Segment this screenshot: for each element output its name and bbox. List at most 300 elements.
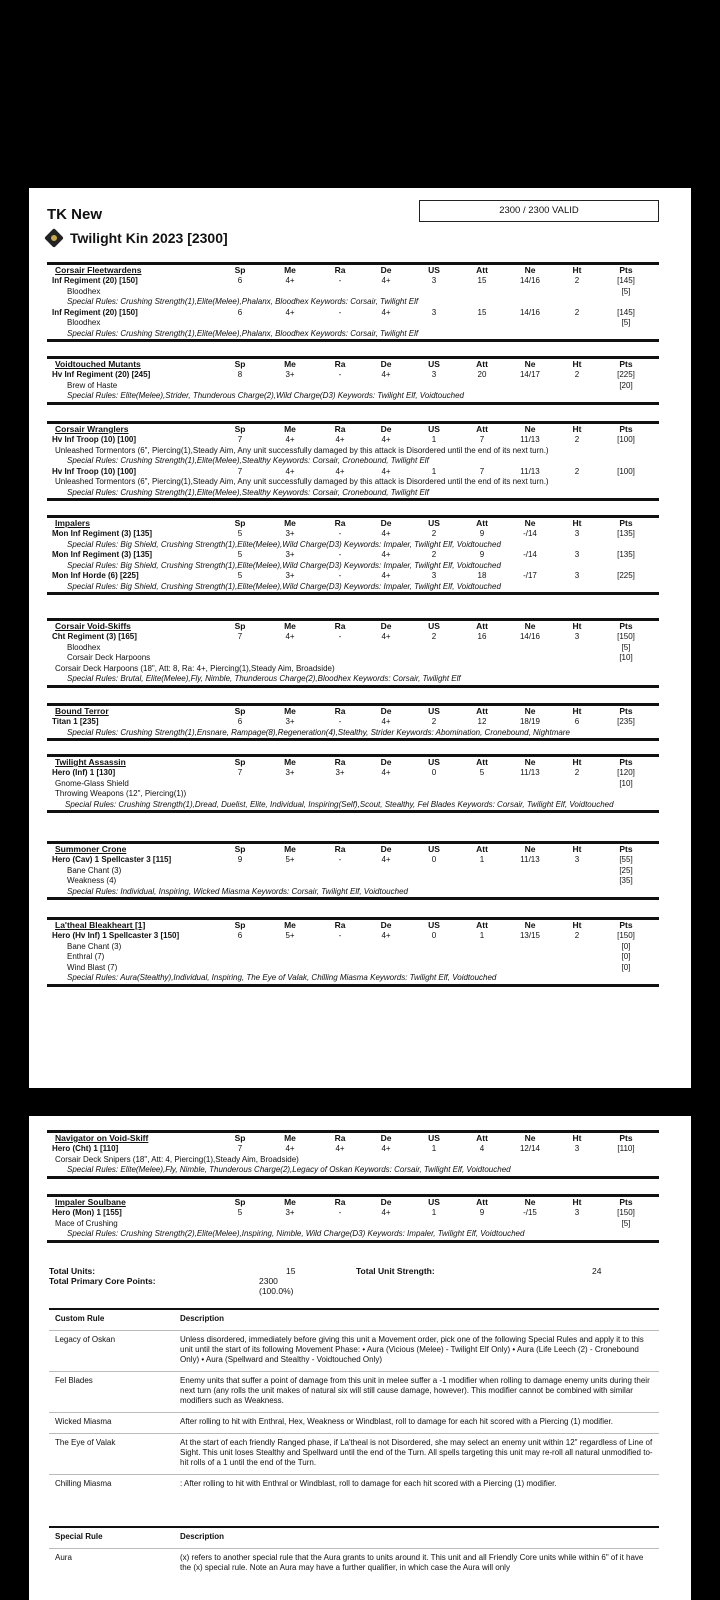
stat-header-de: De bbox=[380, 359, 392, 369]
special-rules-row bbox=[47, 329, 659, 340]
stat-value-de: 4+ bbox=[381, 855, 391, 864]
stat-header-ra: Ra bbox=[334, 265, 346, 275]
unit-stat-row bbox=[47, 550, 659, 561]
stat-value-sp: 6 bbox=[237, 717, 243, 726]
upgrade-name: Bloodhex bbox=[67, 286, 101, 296]
stat-value-ra: - bbox=[338, 717, 342, 726]
stat-header-pts: Pts bbox=[619, 1197, 633, 1207]
special-rules-text: Special Rules: Crushing Strength(1),Elite(Melee),Phalanx, Bloodhex Keywords: Corsair, Twilight Elf bbox=[67, 328, 419, 338]
unit-stat-row bbox=[47, 1144, 659, 1155]
unit-stat-row bbox=[47, 370, 659, 381]
rules-col-desc: Description bbox=[174, 1309, 659, 1331]
upgrade-name: Mace of Crushing bbox=[55, 1218, 118, 1228]
stat-header-pts: Pts bbox=[619, 621, 633, 631]
upgrade-name: Weakness (4) bbox=[67, 876, 117, 885]
stat-value-ht: 2 bbox=[574, 768, 580, 777]
stat-value-me: 3+ bbox=[285, 768, 295, 777]
unit-type-label: Mon Inf Regiment (3) [135] bbox=[52, 550, 153, 559]
stat-value-us: 2 bbox=[431, 717, 437, 726]
rule-name: Legacy of Oskan bbox=[49, 1331, 174, 1372]
stat-value-ra: - bbox=[338, 931, 342, 940]
stat-header-ht: Ht bbox=[572, 518, 582, 528]
primary-core-value: 2300 (100.0%) bbox=[259, 1276, 294, 1296]
stat-value-ra: - bbox=[338, 307, 342, 317]
unit-stat-row bbox=[47, 855, 659, 866]
rules-col-name: Special Rule bbox=[49, 1527, 174, 1549]
stat-value-att: 18 bbox=[477, 571, 487, 580]
stat-header-me: Me bbox=[284, 706, 296, 716]
stat-header-pts: Pts bbox=[619, 706, 633, 716]
special-rules-text: Special Rules: Big Shield, Crushing Strength(1),Elite(Melee),Wild Charge(D3) Keywords: Impaler, Twilight Elf, Voidtouched bbox=[67, 560, 501, 570]
stat-value-ne: -/17 bbox=[523, 571, 537, 580]
stat-value-ht: 3 bbox=[574, 1208, 580, 1217]
stat-header-ht: Ht bbox=[572, 621, 582, 631]
unit-header-row bbox=[47, 844, 659, 855]
upgrade-row bbox=[47, 866, 659, 877]
stat-value-us: 2 bbox=[431, 632, 437, 641]
upgrade-points: [20] bbox=[619, 380, 633, 390]
unit-header-row bbox=[47, 621, 659, 632]
stat-header-ht: Ht bbox=[572, 920, 582, 930]
stat-value-me: 3+ bbox=[285, 717, 295, 726]
stat-header-me: Me bbox=[284, 920, 296, 930]
stat-value-de: 4+ bbox=[381, 717, 391, 726]
weapon-note-row bbox=[47, 1155, 659, 1166]
stat-value-de: 4+ bbox=[381, 632, 391, 641]
stat-value-me: 5+ bbox=[285, 931, 295, 940]
stat-value-sp: 6 bbox=[237, 276, 243, 285]
unit-block bbox=[47, 421, 659, 501]
stat-header-us: US bbox=[428, 1197, 440, 1207]
special-rules-row bbox=[47, 973, 659, 984]
stat-value-ht: 3 bbox=[574, 632, 580, 641]
stat-value-sp: 7 bbox=[237, 435, 243, 444]
stat-value-de: 4+ bbox=[381, 435, 391, 444]
stat-value-ne: 12/14 bbox=[519, 1144, 541, 1153]
upgrade-points: [5] bbox=[621, 1218, 631, 1228]
special-rules-text: Special Rules: Elite(Melee),Fly, Nimble, Thunderous Charge(2),Legacy of Oskan Keywords: Corsair, Twilight Elf, Voidtouched bbox=[67, 1165, 511, 1174]
stat-value-ne: -/14 bbox=[523, 550, 537, 559]
stat-header-us: US bbox=[428, 757, 440, 767]
stat-header-ra: Ra bbox=[334, 706, 346, 716]
stat-header-ht: Ht bbox=[572, 424, 582, 434]
stat-value-ht: 2 bbox=[574, 307, 580, 317]
stat-header-sp: Sp bbox=[234, 359, 246, 369]
stat-header-att: Att bbox=[476, 359, 488, 369]
stat-header-sp: Sp bbox=[234, 1133, 246, 1143]
unit-header-row bbox=[47, 1133, 659, 1144]
stat-value-de: 4+ bbox=[381, 276, 391, 285]
stat-value-pts: [150] bbox=[617, 632, 635, 641]
rule-description: (x) refers to another special rule that the Aura grants to units around it. This unit and all Friendly Core units while within 6" of it have the (x) special rule. Note an Aura may have a further qualifier, in which case the Aura will only bbox=[174, 1549, 659, 1580]
stat-value-me: 3+ bbox=[285, 529, 295, 538]
stat-value-us: 3 bbox=[431, 370, 437, 379]
stat-header-me: Me bbox=[284, 844, 296, 854]
special-rules-text: Special Rules: Big Shield, Crushing Strength(1),Elite(Melee),Wild Charge(D3) Keywords: Impaler, Twilight Elf, Voidtouched bbox=[67, 581, 501, 591]
unit-block bbox=[47, 841, 659, 900]
stat-value-ne: -/14 bbox=[523, 529, 537, 538]
special-rules-text: Special Rules: Elite(Melee),Strider, Thunderous Charge(2),Wild Charge(D3) Keywords: Twilight Elf, Voidtouched bbox=[67, 391, 464, 400]
stat-value-sp: 5 bbox=[237, 1208, 243, 1217]
upgrade-points: [5] bbox=[621, 642, 631, 652]
rule-description: : After rolling to hit with Enthral or Windblast, roll to damage for each hit scored with a Piercing (1) modifier. bbox=[174, 1475, 659, 1496]
stat-header-me: Me bbox=[284, 265, 296, 275]
unit-type-label: Inf Regiment (20) [150] bbox=[52, 276, 138, 285]
stat-value-ht: 2 bbox=[574, 370, 580, 379]
special-rules-text: Special Rules: Aura(Stealthy),Individual, Inspiring, The Eye of Valak, Chilling Miasma Keywords: Twilight Elf, Voidtouched bbox=[67, 973, 497, 982]
stat-header-ht: Ht bbox=[572, 757, 582, 767]
stat-value-att: 4 bbox=[479, 1144, 485, 1153]
stat-header-ht: Ht bbox=[572, 1133, 582, 1143]
upgrade-name: Bane Chant (3) bbox=[67, 865, 122, 875]
stat-header-de: De bbox=[380, 1133, 392, 1143]
stat-value-us: 2 bbox=[431, 550, 437, 559]
rules-table-row bbox=[49, 1475, 659, 1496]
stat-header-sp: Sp bbox=[234, 844, 246, 854]
stat-value-pts: [150] bbox=[617, 931, 635, 940]
roster-page-1 bbox=[29, 188, 691, 1088]
stat-header-de: De bbox=[380, 1197, 392, 1207]
points-status-box: 2300 / 2300 VALID bbox=[419, 200, 659, 222]
unit-stat-row bbox=[47, 529, 659, 540]
stat-header-ne: Ne bbox=[524, 518, 536, 528]
unit-name: Voidtouched Mutants bbox=[55, 359, 141, 369]
stat-header-de: De bbox=[380, 518, 392, 528]
unit-header-row bbox=[47, 359, 659, 370]
weapon-note: Unleashed Tormentors (6", Piercing(1),Steady Aim, Any unit successfully damaged by this attack is Disordered until the end of its next turn.) bbox=[55, 477, 549, 486]
upgrade-name: Brew of Haste bbox=[67, 380, 118, 390]
stat-header-me: Me bbox=[284, 424, 296, 434]
stat-header-de: De bbox=[380, 706, 392, 716]
stat-header-ne: Ne bbox=[524, 621, 536, 631]
stat-header-de: De bbox=[380, 621, 392, 631]
special-rules-text: Special Rules: Crushing Strength(1),Ensnare, Rampage(8),Regeneration(4),Stealthy, Strider Keywords: Abomination, Cronebound, Nightmare bbox=[67, 727, 570, 737]
stat-value-ne: 14/16 bbox=[519, 632, 541, 641]
stat-header-sp: Sp bbox=[234, 706, 246, 716]
stat-header-att: Att bbox=[476, 920, 488, 930]
stat-header-pts: Pts bbox=[619, 424, 633, 434]
stat-header-sp: Sp bbox=[234, 424, 246, 434]
unit-stat-row bbox=[47, 632, 659, 643]
stat-value-pts: [135] bbox=[617, 550, 635, 559]
rules-table-row bbox=[49, 1331, 659, 1372]
stat-value-me: 3+ bbox=[285, 550, 295, 559]
stat-value-att: 1 bbox=[479, 855, 485, 864]
stat-header-ht: Ht bbox=[572, 844, 582, 854]
stat-value-sp: 7 bbox=[237, 768, 243, 777]
upgrade-row bbox=[47, 779, 659, 790]
stat-header-ne: Ne bbox=[524, 359, 536, 369]
stat-value-me: 4+ bbox=[285, 307, 295, 317]
stat-header-att: Att bbox=[476, 621, 488, 631]
stat-value-ra: - bbox=[338, 529, 342, 538]
unit-block bbox=[47, 356, 659, 405]
stat-value-me: 4+ bbox=[285, 1144, 295, 1153]
upgrade-row bbox=[47, 643, 659, 654]
unit-type-label: Hero (Mon) 1 [155] bbox=[52, 1208, 122, 1217]
stat-header-ne: Ne bbox=[524, 920, 536, 930]
unit-stat-row bbox=[47, 1208, 659, 1219]
stat-header-me: Me bbox=[284, 1133, 296, 1143]
unit-header-row bbox=[47, 424, 659, 435]
stat-value-pts: [150] bbox=[617, 1208, 635, 1217]
rules-col-name: Custom Rule bbox=[49, 1309, 174, 1331]
rules-table-row bbox=[49, 1549, 659, 1580]
stat-value-ht: 2 bbox=[574, 435, 580, 444]
stat-header-ra: Ra bbox=[334, 518, 346, 528]
unit-stat-row bbox=[47, 768, 659, 779]
unit-type-label: Hero (Hv Inf) 1 Spellcaster 3 [150] bbox=[52, 931, 180, 940]
army-name: Twilight Kin 2023 [2300] bbox=[70, 230, 228, 246]
unit-header-row bbox=[47, 920, 659, 931]
stat-header-sp: Sp bbox=[234, 518, 246, 528]
rule-description: At the start of each friendly Ranged phase, if La'theal is not Disordered, she may select an enemy unit within 12" regardless of Line of Sight. This unit loses Stealthy and Spellward until the end of the Turn. All spells targeting this unit may re-roll all natural unmodified to-hit rolls of a 1 until the end of the Turn. bbox=[174, 1434, 659, 1475]
weapon-note: Unleashed Tormentors (6", Piercing(1),Steady Aim, Any unit successfully damaged by this attack is Disordered until the end of its next turn.) bbox=[55, 445, 549, 455]
unit-type-label: Titan 1 [235] bbox=[52, 717, 99, 726]
stat-value-ne: 11/13 bbox=[520, 768, 540, 777]
stat-header-sp: Sp bbox=[234, 1197, 246, 1207]
rules-col-desc: Description bbox=[174, 1527, 659, 1549]
unit-name: Summoner Crone bbox=[55, 844, 127, 854]
upgrade-name: Bloodhex bbox=[67, 642, 101, 652]
stat-value-sp: 9 bbox=[237, 855, 243, 864]
stat-value-att: 9 bbox=[479, 550, 485, 559]
stat-value-ht: 2 bbox=[574, 466, 580, 476]
upgrade-name: Bloodhex bbox=[67, 318, 101, 327]
rule-name: Aura bbox=[49, 1549, 174, 1580]
stat-header-ra: Ra bbox=[334, 359, 346, 369]
rules-table-row bbox=[49, 1413, 659, 1434]
stat-value-ra: - bbox=[338, 632, 342, 641]
stat-value-ht: 3 bbox=[574, 550, 580, 559]
upgrade-points: [0] bbox=[621, 962, 631, 972]
unit-stat-row bbox=[47, 276, 659, 287]
unit-stat-row bbox=[47, 467, 659, 478]
stat-header-pts: Pts bbox=[619, 518, 633, 528]
special-rules-text: Special Rules: Crushing Strength(1),Elite(Melee),Stealthy Keywords: Corsair, Cronebound, Twilight Elf bbox=[67, 487, 429, 497]
rule-description: After rolling to hit with Enthral, Hex, Weakness or Windblast, roll to damage for each hit scored with a Piercing (1) modifier. bbox=[174, 1413, 659, 1434]
stat-value-att: 1 bbox=[479, 931, 485, 940]
special-rules-row bbox=[47, 297, 659, 308]
stat-value-ht: 3 bbox=[574, 529, 580, 538]
stat-header-ra: Ra bbox=[334, 424, 346, 434]
stat-value-de: 4+ bbox=[381, 1208, 391, 1217]
stat-value-pts: [145] bbox=[617, 307, 635, 317]
stat-value-ht: 2 bbox=[574, 276, 580, 285]
unit-type-label: Inf Regiment (20) [150] bbox=[52, 307, 138, 317]
stat-value-ra: - bbox=[338, 550, 342, 559]
upgrade-points: [35] bbox=[619, 876, 633, 885]
stat-value-pts: [235] bbox=[617, 717, 635, 726]
stat-header-att: Att bbox=[476, 1133, 488, 1143]
rules-table-header bbox=[49, 1309, 659, 1331]
stat-header-pts: Pts bbox=[619, 920, 633, 930]
stat-header-ht: Ht bbox=[572, 1197, 582, 1207]
stat-value-pts: [225] bbox=[617, 370, 635, 379]
rules-table-header bbox=[49, 1527, 659, 1549]
stat-header-us: US bbox=[428, 518, 440, 528]
stat-value-pts: [100] bbox=[617, 435, 635, 444]
special-rules-text: Special Rules: Individual, Inspiring, Wicked Miasma Keywords: Corsair, Twilight Elf, Voidtouched bbox=[67, 886, 408, 896]
upgrade-name: Enthral (7) bbox=[67, 952, 105, 961]
stat-header-ne: Ne bbox=[524, 1133, 536, 1143]
stat-value-us: 0 bbox=[431, 768, 437, 777]
rules-table-row bbox=[49, 1434, 659, 1475]
upgrade-points: [10] bbox=[619, 653, 633, 662]
rule-name: Chilling Miasma bbox=[49, 1475, 174, 1496]
stat-header-de: De bbox=[380, 265, 392, 275]
upgrade-points: [5] bbox=[621, 318, 631, 327]
special-rules-row bbox=[47, 1165, 659, 1176]
stat-header-pts: Pts bbox=[619, 265, 633, 275]
stat-header-sp: Sp bbox=[234, 920, 246, 930]
stat-value-me: 3+ bbox=[285, 370, 295, 379]
unit-block bbox=[47, 703, 659, 741]
stat-header-de: De bbox=[380, 844, 392, 854]
total-units-label: Total Units: bbox=[49, 1266, 96, 1276]
weapon-note-row bbox=[47, 477, 659, 488]
upgrade-row bbox=[47, 942, 659, 953]
stat-value-pts: [110] bbox=[617, 1144, 635, 1153]
weapon-note-row bbox=[47, 789, 659, 800]
stat-header-us: US bbox=[428, 621, 440, 631]
unit-type-label: Hero (Inf) 1 [130] bbox=[52, 768, 116, 777]
stat-header-att: Att bbox=[476, 424, 488, 434]
special-rules-row bbox=[47, 488, 659, 499]
rule-description: Unless disordered, immediately before giving this unit a Movement order, pick one of the following Special Rules and apply it to this unit until the start of its following Movement Phase: • Aura (Vicious (Melee) - Twilight Elf Only) • Aura (Life Leech (2) - Cronebound Only) • Aura (Spellward and Stealthy - Voidtouched Only) bbox=[174, 1331, 659, 1372]
stat-header-me: Me bbox=[284, 359, 296, 369]
total-strength-label: Total Unit Strength: bbox=[356, 1266, 435, 1276]
stat-value-att: 9 bbox=[479, 529, 485, 538]
stat-value-ne: 13/15 bbox=[519, 931, 541, 940]
stat-value-us: 1 bbox=[431, 466, 437, 476]
unit-name: La'theal Bleakheart [1] bbox=[55, 920, 146, 930]
stat-header-de: De bbox=[380, 920, 392, 930]
upgrade-row bbox=[47, 876, 659, 887]
stat-value-att: 15 bbox=[477, 276, 487, 285]
stat-value-sp: 6 bbox=[237, 307, 243, 317]
stat-header-ne: Ne bbox=[524, 844, 536, 854]
upgrade-name: Wind Blast (7) bbox=[67, 962, 118, 972]
stat-header-att: Att bbox=[476, 706, 488, 716]
stat-value-ra: 3+ bbox=[335, 768, 345, 777]
stat-header-me: Me bbox=[284, 757, 296, 767]
stat-header-us: US bbox=[428, 844, 440, 854]
stat-value-sp: 7 bbox=[237, 1144, 243, 1153]
stat-value-att: 7 bbox=[479, 435, 485, 444]
stat-value-ht: 3 bbox=[574, 1144, 580, 1153]
stat-header-de: De bbox=[380, 424, 392, 434]
stat-value-ht: 2 bbox=[574, 931, 580, 940]
stat-value-att: 5 bbox=[479, 768, 485, 777]
upgrade-name: Bane Chant (3) bbox=[67, 941, 122, 951]
upgrade-row bbox=[47, 653, 659, 664]
stat-header-att: Att bbox=[476, 844, 488, 854]
stat-header-us: US bbox=[428, 359, 440, 369]
stat-value-me: 4+ bbox=[285, 466, 295, 476]
unit-block bbox=[47, 262, 659, 342]
unit-block bbox=[47, 1130, 659, 1179]
unit-name: Impaler Soulbane bbox=[55, 1197, 126, 1207]
stat-value-us: 1 bbox=[431, 1208, 437, 1217]
stat-value-ne: 11/13 bbox=[520, 466, 540, 476]
unit-block bbox=[47, 1194, 659, 1243]
stat-value-de: 4+ bbox=[381, 466, 391, 476]
special-rules-text: Special Rules: Crushing Strength(1),Elite(Melee),Phalanx, Bloodhex Keywords: Corsair, Twilight Elf bbox=[67, 297, 419, 306]
upgrade-points: [0] bbox=[621, 952, 631, 961]
stat-value-sp: 7 bbox=[237, 466, 243, 476]
special-rules-row bbox=[47, 456, 659, 467]
stat-value-ra: 4+ bbox=[335, 435, 345, 444]
unit-stat-row bbox=[47, 308, 659, 319]
upgrade-points: [25] bbox=[619, 865, 633, 875]
stat-value-pts: [225] bbox=[617, 571, 635, 580]
unit-type-label: Hv Inf Troop (10) [100] bbox=[52, 466, 137, 476]
stat-header-ne: Ne bbox=[524, 706, 536, 716]
stat-value-de: 4+ bbox=[381, 529, 391, 538]
stat-header-pts: Pts bbox=[619, 844, 633, 854]
stat-value-me: 4+ bbox=[285, 276, 295, 285]
stat-value-att: 9 bbox=[479, 1208, 485, 1217]
stat-header-us: US bbox=[428, 920, 440, 930]
stat-header-ht: Ht bbox=[572, 706, 582, 716]
stat-value-ra: - bbox=[338, 855, 342, 864]
unit-type-label: Hv Inf Regiment (20) [245] bbox=[52, 370, 151, 379]
stat-header-att: Att bbox=[476, 265, 488, 275]
stat-value-pts: [120] bbox=[617, 768, 635, 777]
weapon-note: Corsair Deck Harpoons (18", Att: 8, Ra: 4+, Piercing(1),Steady Aim, Broadside) bbox=[55, 663, 335, 673]
unit-block bbox=[47, 618, 659, 688]
stat-value-me: 3+ bbox=[285, 1208, 295, 1217]
stat-value-us: 0 bbox=[431, 855, 437, 864]
stat-value-de: 4+ bbox=[381, 550, 391, 559]
stat-value-de: 4+ bbox=[381, 370, 391, 379]
stat-value-ht: 6 bbox=[574, 717, 580, 726]
stat-header-ht: Ht bbox=[572, 265, 582, 275]
stat-header-ht: Ht bbox=[572, 359, 582, 369]
stat-value-ra: - bbox=[338, 276, 342, 285]
stat-value-ra: - bbox=[338, 571, 342, 580]
stat-value-de: 4+ bbox=[381, 931, 391, 940]
stat-header-ra: Ra bbox=[334, 757, 346, 767]
unit-name: Impalers bbox=[55, 518, 90, 528]
special-rules-row bbox=[47, 391, 659, 402]
stat-value-sp: 6 bbox=[237, 931, 243, 940]
weapon-note-row bbox=[47, 446, 659, 457]
stat-value-me: 5+ bbox=[285, 855, 295, 864]
upgrade-row bbox=[47, 963, 659, 974]
upgrade-points: [10] bbox=[619, 778, 633, 788]
stat-value-att: 12 bbox=[477, 717, 487, 726]
stat-header-me: Me bbox=[284, 518, 296, 528]
weapon-note: Throwing Weapons (12", Piercing(1)) bbox=[55, 789, 187, 798]
stat-value-us: 3 bbox=[431, 571, 437, 580]
unit-header-row bbox=[47, 265, 659, 276]
stat-header-us: US bbox=[428, 706, 440, 716]
stat-value-us: 3 bbox=[431, 276, 437, 285]
stat-value-ne: 14/16 bbox=[519, 307, 541, 317]
stat-value-ne: 18/19 bbox=[519, 717, 541, 726]
unit-header-row bbox=[47, 757, 659, 768]
rule-name: Wicked Miasma bbox=[49, 1413, 174, 1434]
upgrade-points: [5] bbox=[621, 286, 631, 296]
unit-stat-row bbox=[47, 931, 659, 942]
stat-value-sp: 7 bbox=[237, 632, 243, 641]
stat-value-ra: - bbox=[338, 1208, 342, 1217]
stat-value-me: 4+ bbox=[285, 435, 295, 444]
unit-type-label: Hv Inf Troop (10) [100] bbox=[52, 435, 137, 444]
stat-header-de: De bbox=[380, 757, 392, 767]
